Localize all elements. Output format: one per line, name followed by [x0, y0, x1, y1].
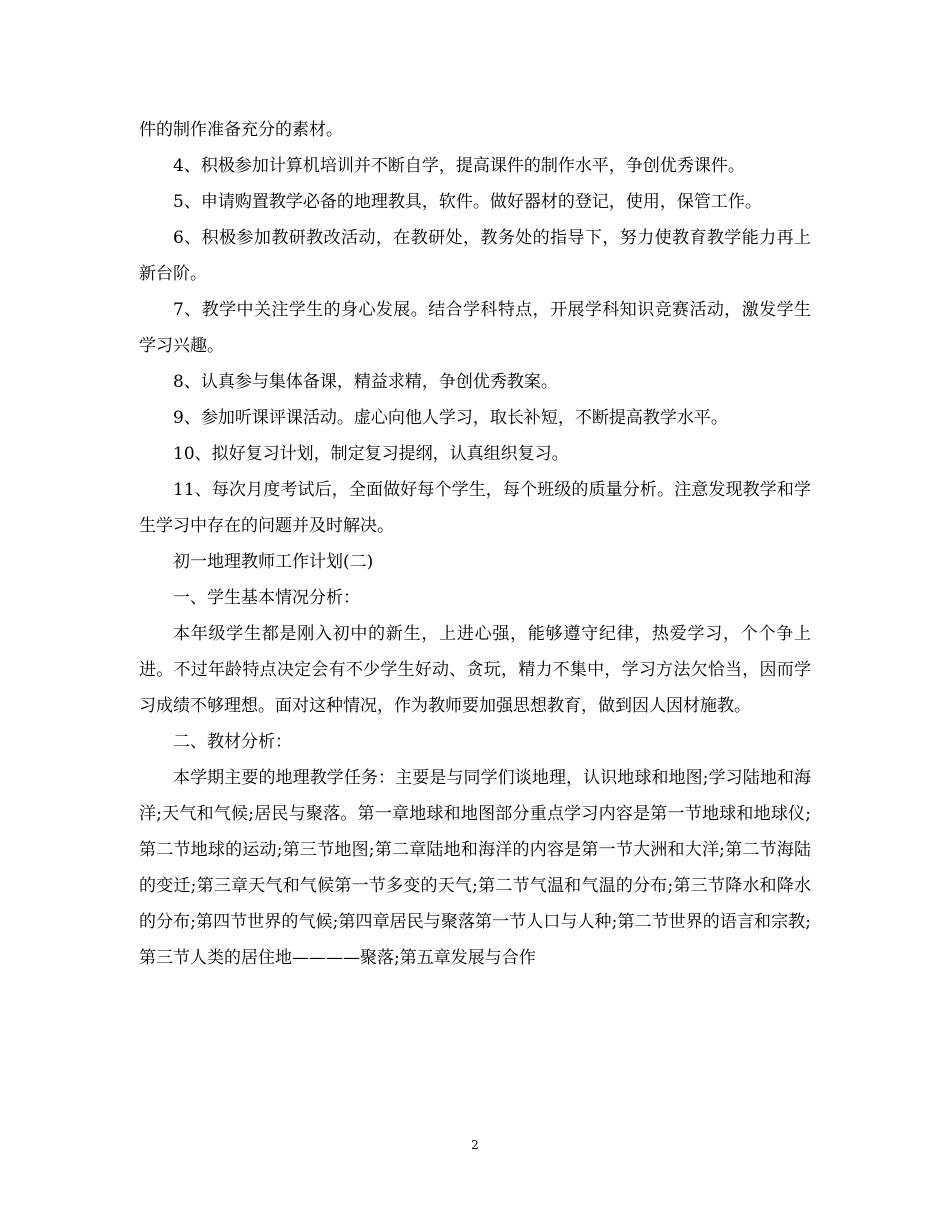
paragraph: 11、每次月度考试后，全面做好每个学生，每个班级的质量分析。注意发现教学和学生学习中存在的问题并及时解决。 — [139, 480, 811, 536]
paragraph: 8、认真参与集体备课，精益求精，争创优秀教案。 — [173, 372, 558, 392]
paragraph: 本年级学生都是刚入初中的新生，上进心强，能够遵守纪律，热爱学习，个个争上进。不过年龄特点决定会有不少学生好动、贪玩，精力不集中，学习方法欠恰当，因而学习成绩不够理想。面对这种情况，作为教师要加强思想教育，做到因人因材施教。 — [139, 624, 811, 716]
section-heading: 二、教材分析： — [173, 732, 292, 752]
paragraph: 件的制作准备充分的素材。 — [139, 120, 343, 140]
document-body — [139, 112, 811, 976]
paragraph: 7、教学中关注学生的身心发展。结合学科特点，开展学科知识竞赛活动，激发学生学习兴趣。 — [139, 300, 811, 356]
paragraph: 4、积极参加计算机培训并不断自学，提高课件的制作水平，争创优秀课件。 — [173, 156, 745, 176]
paragraph: 9、参加听课评课活动。虚心向他人学习，取长补短，不断提高教学水平。 — [173, 408, 728, 428]
paragraph: 本学期主要的地理教学任务：主要是与同学们谈地理，认识地球和地图;学习陆地和海洋;天气和气候;居民与聚落。第一章地球和地图部分重点学习内容是第一节地球和地球仪;第二节地球的运动;第三节地图;第二章陆地和海洋的内容是第一节大洲和大洋;第二节海陆的变迁;第三章天气和气候第一节多变的天气;第二节气温和气温的分布;第三节降水和降水的分布;第四节世界的气候;第四章居民与聚落第一节人口与人种;第二节世界的语言和宗教;第三节人类的居住地————聚落;第五章发展与合作 — [139, 768, 811, 968]
paragraph: 5、申请购置教学必备的地理教具，软件。做好器材的登记，使用，保管工作。 — [173, 192, 762, 212]
section-title: 初一地理教师工作计划(二) — [173, 552, 374, 572]
paragraph: 10、拟好复习计划，制定复习提纲，认真组织复习。 — [173, 444, 569, 464]
paragraph: 6、积极参加教研教改活动，在教研处，教务处的指导下，努力使教育教学能力再上新台阶。 — [139, 228, 811, 284]
page-number: 2 — [471, 1138, 479, 1152]
section-heading: 一、学生基本情况分析： — [173, 588, 360, 608]
